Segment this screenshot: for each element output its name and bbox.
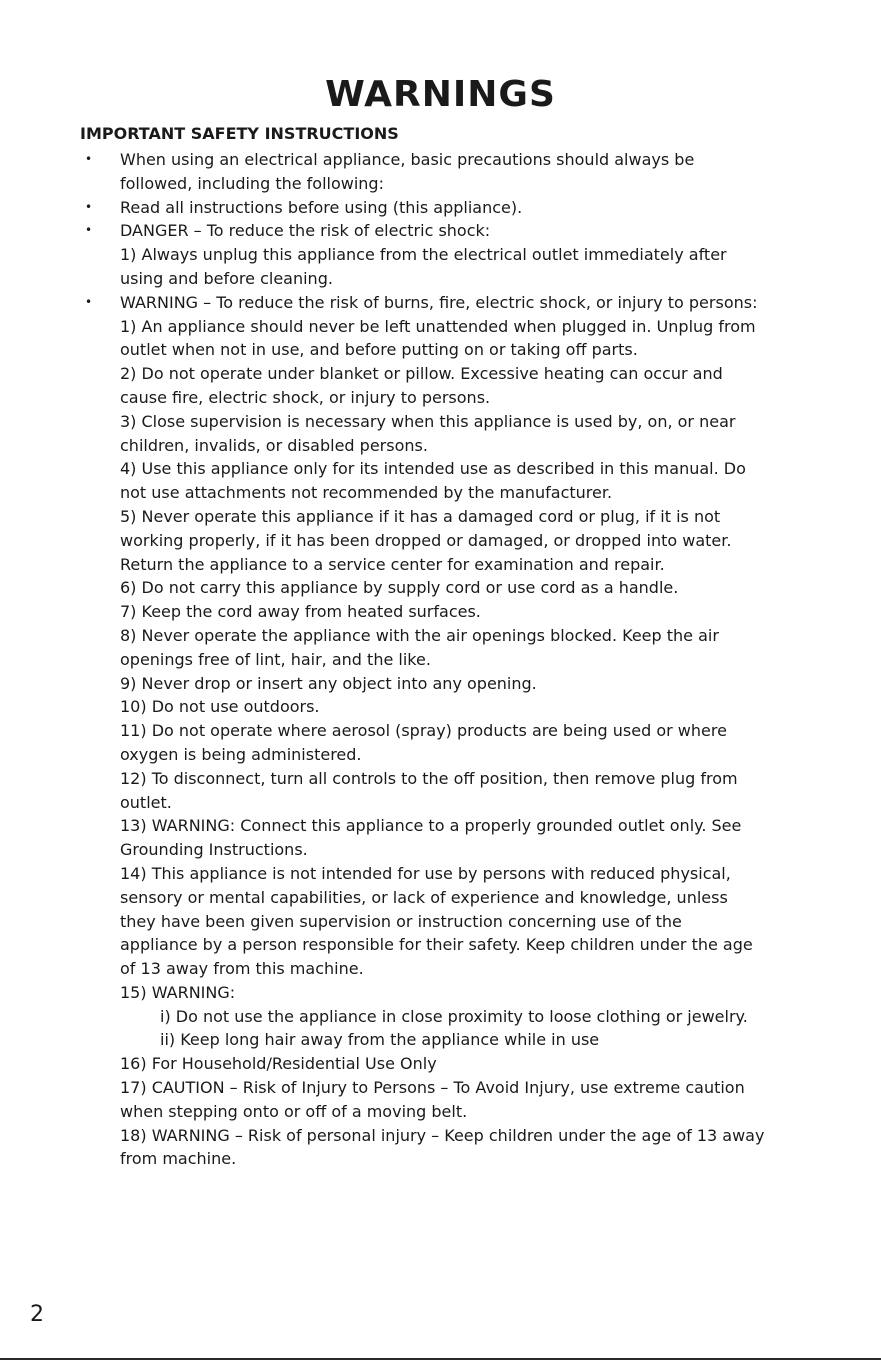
text-line bbox=[0, 886, 881, 910]
line-text: Return the appliance to a service center for examination and repair. bbox=[120, 554, 665, 574]
text-line bbox=[0, 910, 881, 934]
line-text: 12) To disconnect, turn all controls to the off position, then remove plug from bbox=[120, 768, 738, 788]
line-text: followed, including the following: bbox=[120, 173, 384, 193]
line-text: 2) Do not operate under blanket or pillow. Excessive heating can occur and bbox=[120, 364, 723, 384]
line-text: openings free of lint, hair, and the like. bbox=[120, 649, 431, 669]
line-text: WARNING – To reduce the risk of burns, fire, electric shock, or injury to persons: bbox=[120, 292, 758, 312]
bottom-rule bbox=[0, 1358, 881, 1360]
text-line bbox=[0, 434, 881, 458]
line-text: from machine. bbox=[120, 1149, 237, 1169]
line-text: outlet when not in use, and before putting on or taking off parts. bbox=[120, 340, 638, 360]
line-text: 8) Never operate the appliance with the air openings blocked. Keep the air bbox=[120, 625, 719, 645]
text-line bbox=[0, 933, 881, 957]
line-text: using and before cleaning. bbox=[120, 268, 333, 288]
line-text: of 13 away from this machine. bbox=[120, 959, 364, 979]
text-line bbox=[0, 1124, 881, 1148]
text-line bbox=[0, 624, 881, 648]
text-line bbox=[0, 672, 881, 696]
sub-item-line bbox=[0, 1005, 881, 1029]
line-text: when stepping onto or off of a moving belt. bbox=[120, 1101, 468, 1121]
line-text: ii) Keep long hair away from the appliance while in use bbox=[160, 1030, 600, 1050]
line-text: 7) Keep the cord away from heated surfaces. bbox=[120, 602, 481, 622]
text-line bbox=[0, 648, 881, 672]
line-text: 11) Do not operate where aerosol (spray) products are being used or where bbox=[120, 721, 727, 741]
line-text: DANGER – To reduce the risk of electric shock: bbox=[120, 221, 491, 241]
bullet-icon: • bbox=[85, 294, 93, 309]
text-line bbox=[0, 529, 881, 553]
text-line bbox=[0, 362, 881, 386]
line-text: sensory or mental capabilities, or lack of experience and knowledge, unless bbox=[120, 887, 728, 907]
text-line bbox=[0, 576, 881, 600]
line-text: working properly, if it has been dropped or damaged, or dropped into water. bbox=[120, 530, 732, 550]
text-line bbox=[0, 172, 881, 196]
line-text: children, invalids, or disabled persons. bbox=[120, 435, 428, 455]
instructions-body bbox=[0, 148, 881, 1171]
bullet-icon: • bbox=[85, 199, 93, 214]
line-text: 16) For Household/Residential Use Only bbox=[120, 1054, 437, 1074]
line-text: 18) WARNING – Risk of personal injury – Keep children under the age of 13 away bbox=[120, 1125, 765, 1145]
line-text: they have been given supervision or instruction concerning use of the bbox=[120, 911, 682, 931]
line-text: 9) Never drop or insert any object into any opening. bbox=[120, 673, 537, 693]
bullet-item-line bbox=[0, 196, 881, 220]
line-text: 4) Use this appliance only for its intended use as described in this manual. Do bbox=[120, 459, 746, 479]
line-text: oxygen is being administered. bbox=[120, 744, 362, 764]
line-text: 13) WARNING: Connect this appliance to a properly grounded outlet only. See bbox=[120, 816, 742, 836]
page-number: 2 bbox=[30, 1302, 44, 1327]
line-text: 15) WARNING: bbox=[120, 982, 236, 1002]
text-line bbox=[0, 695, 881, 719]
text-line bbox=[0, 553, 881, 577]
text-line bbox=[0, 767, 881, 791]
text-line bbox=[0, 814, 881, 838]
text-line bbox=[0, 1076, 881, 1100]
text-line bbox=[0, 791, 881, 815]
text-line bbox=[0, 1147, 881, 1171]
text-line bbox=[0, 267, 881, 291]
line-text: cause fire, electric shock, or injury to persons. bbox=[120, 387, 491, 407]
line-text: 10) Do not use outdoors. bbox=[120, 697, 320, 717]
line-text: 3) Close supervision is necessary when this appliance is used by, on, or near bbox=[120, 411, 736, 431]
line-text: 5) Never operate this appliance if it has a damaged cord or plug, if it is not bbox=[120, 506, 721, 526]
text-line bbox=[0, 1100, 881, 1124]
text-line bbox=[0, 600, 881, 624]
text-line bbox=[0, 981, 881, 1005]
text-line bbox=[0, 957, 881, 981]
text-line bbox=[0, 838, 881, 862]
text-line bbox=[0, 505, 881, 529]
line-text: appliance by a person responsible for their safety. Keep children under the age bbox=[120, 935, 753, 955]
line-text: When using an electrical appliance, basic precautions should always be bbox=[120, 150, 695, 169]
bullet-item-line bbox=[0, 148, 881, 172]
line-text: i) Do not use the appliance in close proximity to loose clothing or jewelry. bbox=[160, 1006, 748, 1026]
text-line bbox=[0, 410, 881, 434]
text-line bbox=[0, 743, 881, 767]
line-text: 17) CAUTION – Risk of Injury to Persons – To Avoid Injury, use extreme caution bbox=[120, 1078, 745, 1098]
bullet-item-line bbox=[0, 219, 881, 243]
text-line bbox=[0, 243, 881, 267]
line-text: 14) This appliance is not intended for use by persons with reduced physical, bbox=[120, 863, 731, 883]
text-line bbox=[0, 386, 881, 410]
text-line bbox=[0, 719, 881, 743]
bullet-item-line bbox=[0, 291, 881, 315]
line-text: Read all instructions before using (this appliance). bbox=[120, 197, 523, 217]
line-text: Grounding Instructions. bbox=[120, 840, 308, 860]
line-text: outlet. bbox=[120, 792, 172, 812]
text-line bbox=[0, 338, 881, 362]
text-line bbox=[0, 481, 881, 505]
text-line bbox=[0, 862, 881, 886]
text-line bbox=[0, 315, 881, 339]
line-text: 6) Do not carry this appliance by supply cord or use cord as a handle. bbox=[120, 578, 679, 598]
bullet-icon: • bbox=[85, 152, 93, 166]
section-heading: IMPORTANT SAFETY INSTRUCTIONS bbox=[80, 124, 399, 143]
text-line bbox=[0, 1052, 881, 1076]
line-text: 1) Always unplug this appliance from the electrical outlet immediately after bbox=[120, 245, 727, 265]
line-text: 1) An appliance should never be left unattended when plugged in. Unplug from bbox=[120, 316, 756, 336]
sub-item-line bbox=[0, 1028, 881, 1052]
line-text: not use attachments not recommended by the manufacturer. bbox=[120, 483, 613, 503]
bullet-icon: • bbox=[85, 223, 93, 238]
page-title: WARNINGS bbox=[325, 74, 556, 115]
text-line bbox=[0, 457, 881, 481]
